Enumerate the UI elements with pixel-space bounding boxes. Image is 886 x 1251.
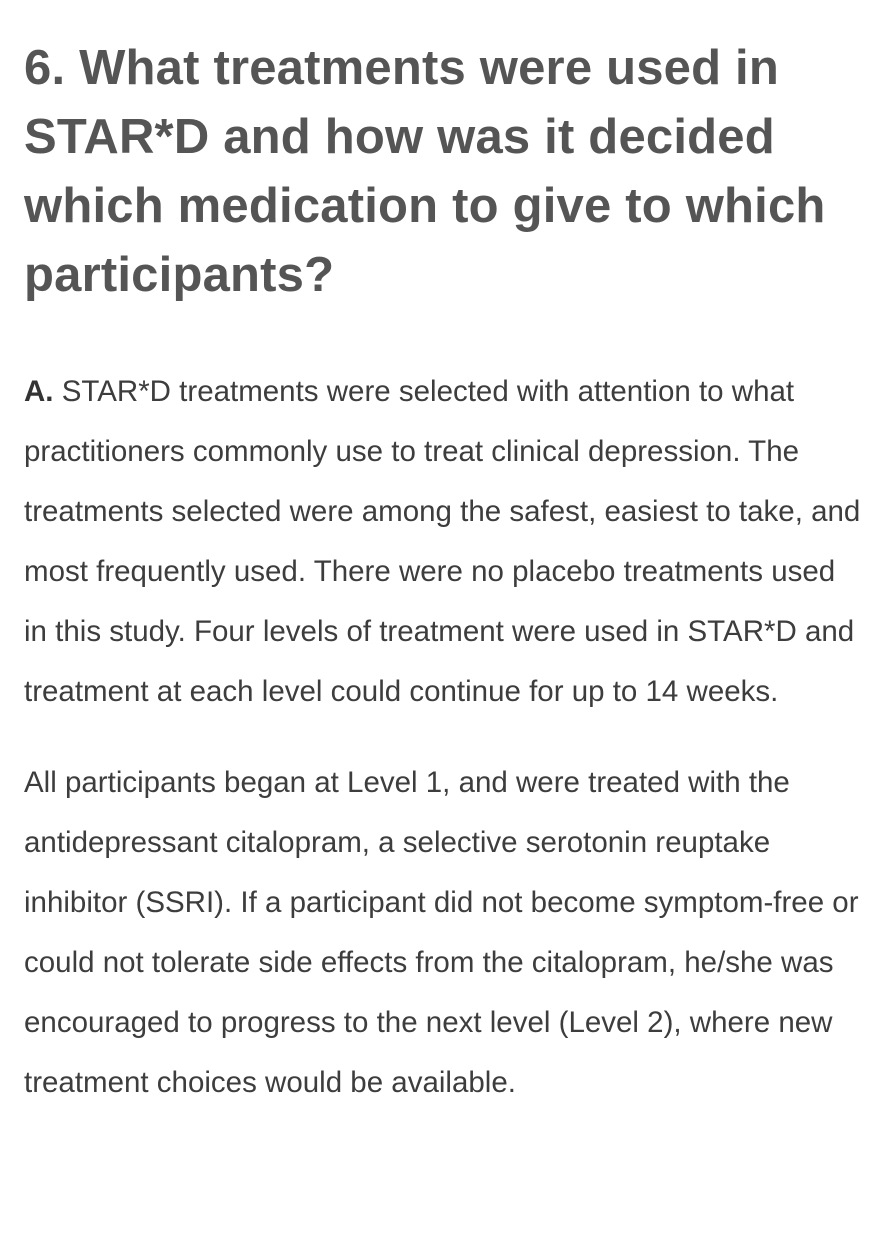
- answer-paragraph-1-text: STAR*D treatments were selected with attention to what practitioners commonly use to treat clinical depression. The treatments selected were among the safest, easiest to take, and most frequently used. There were no placebo treatments used in this study. Four levels of treatment were used in STAR*D and treatment at each level could continue for up to 14 weeks.: [24, 375, 861, 708]
- faq-question-heading: 6. What treatments were used in STAR*D and how was it decided which medication to give to which participants?: [24, 41, 826, 302]
- answer-prefix: A.: [24, 375, 54, 408]
- answer-paragraph-2: All participants began at Level 1, and were treated with the antidepressant citalopram, a selective serotonin reuptake inhibitor (SSRI). If a participant did not become symptom-free or could not tolerate side effects from the citalopram, he/she was encouraged to progress to the next level (Level 2), where new treatment choices would be available.: [24, 766, 859, 1099]
- answer-paragraph-1: [24, 362, 862, 722]
- faq-answer: [24, 362, 862, 1113]
